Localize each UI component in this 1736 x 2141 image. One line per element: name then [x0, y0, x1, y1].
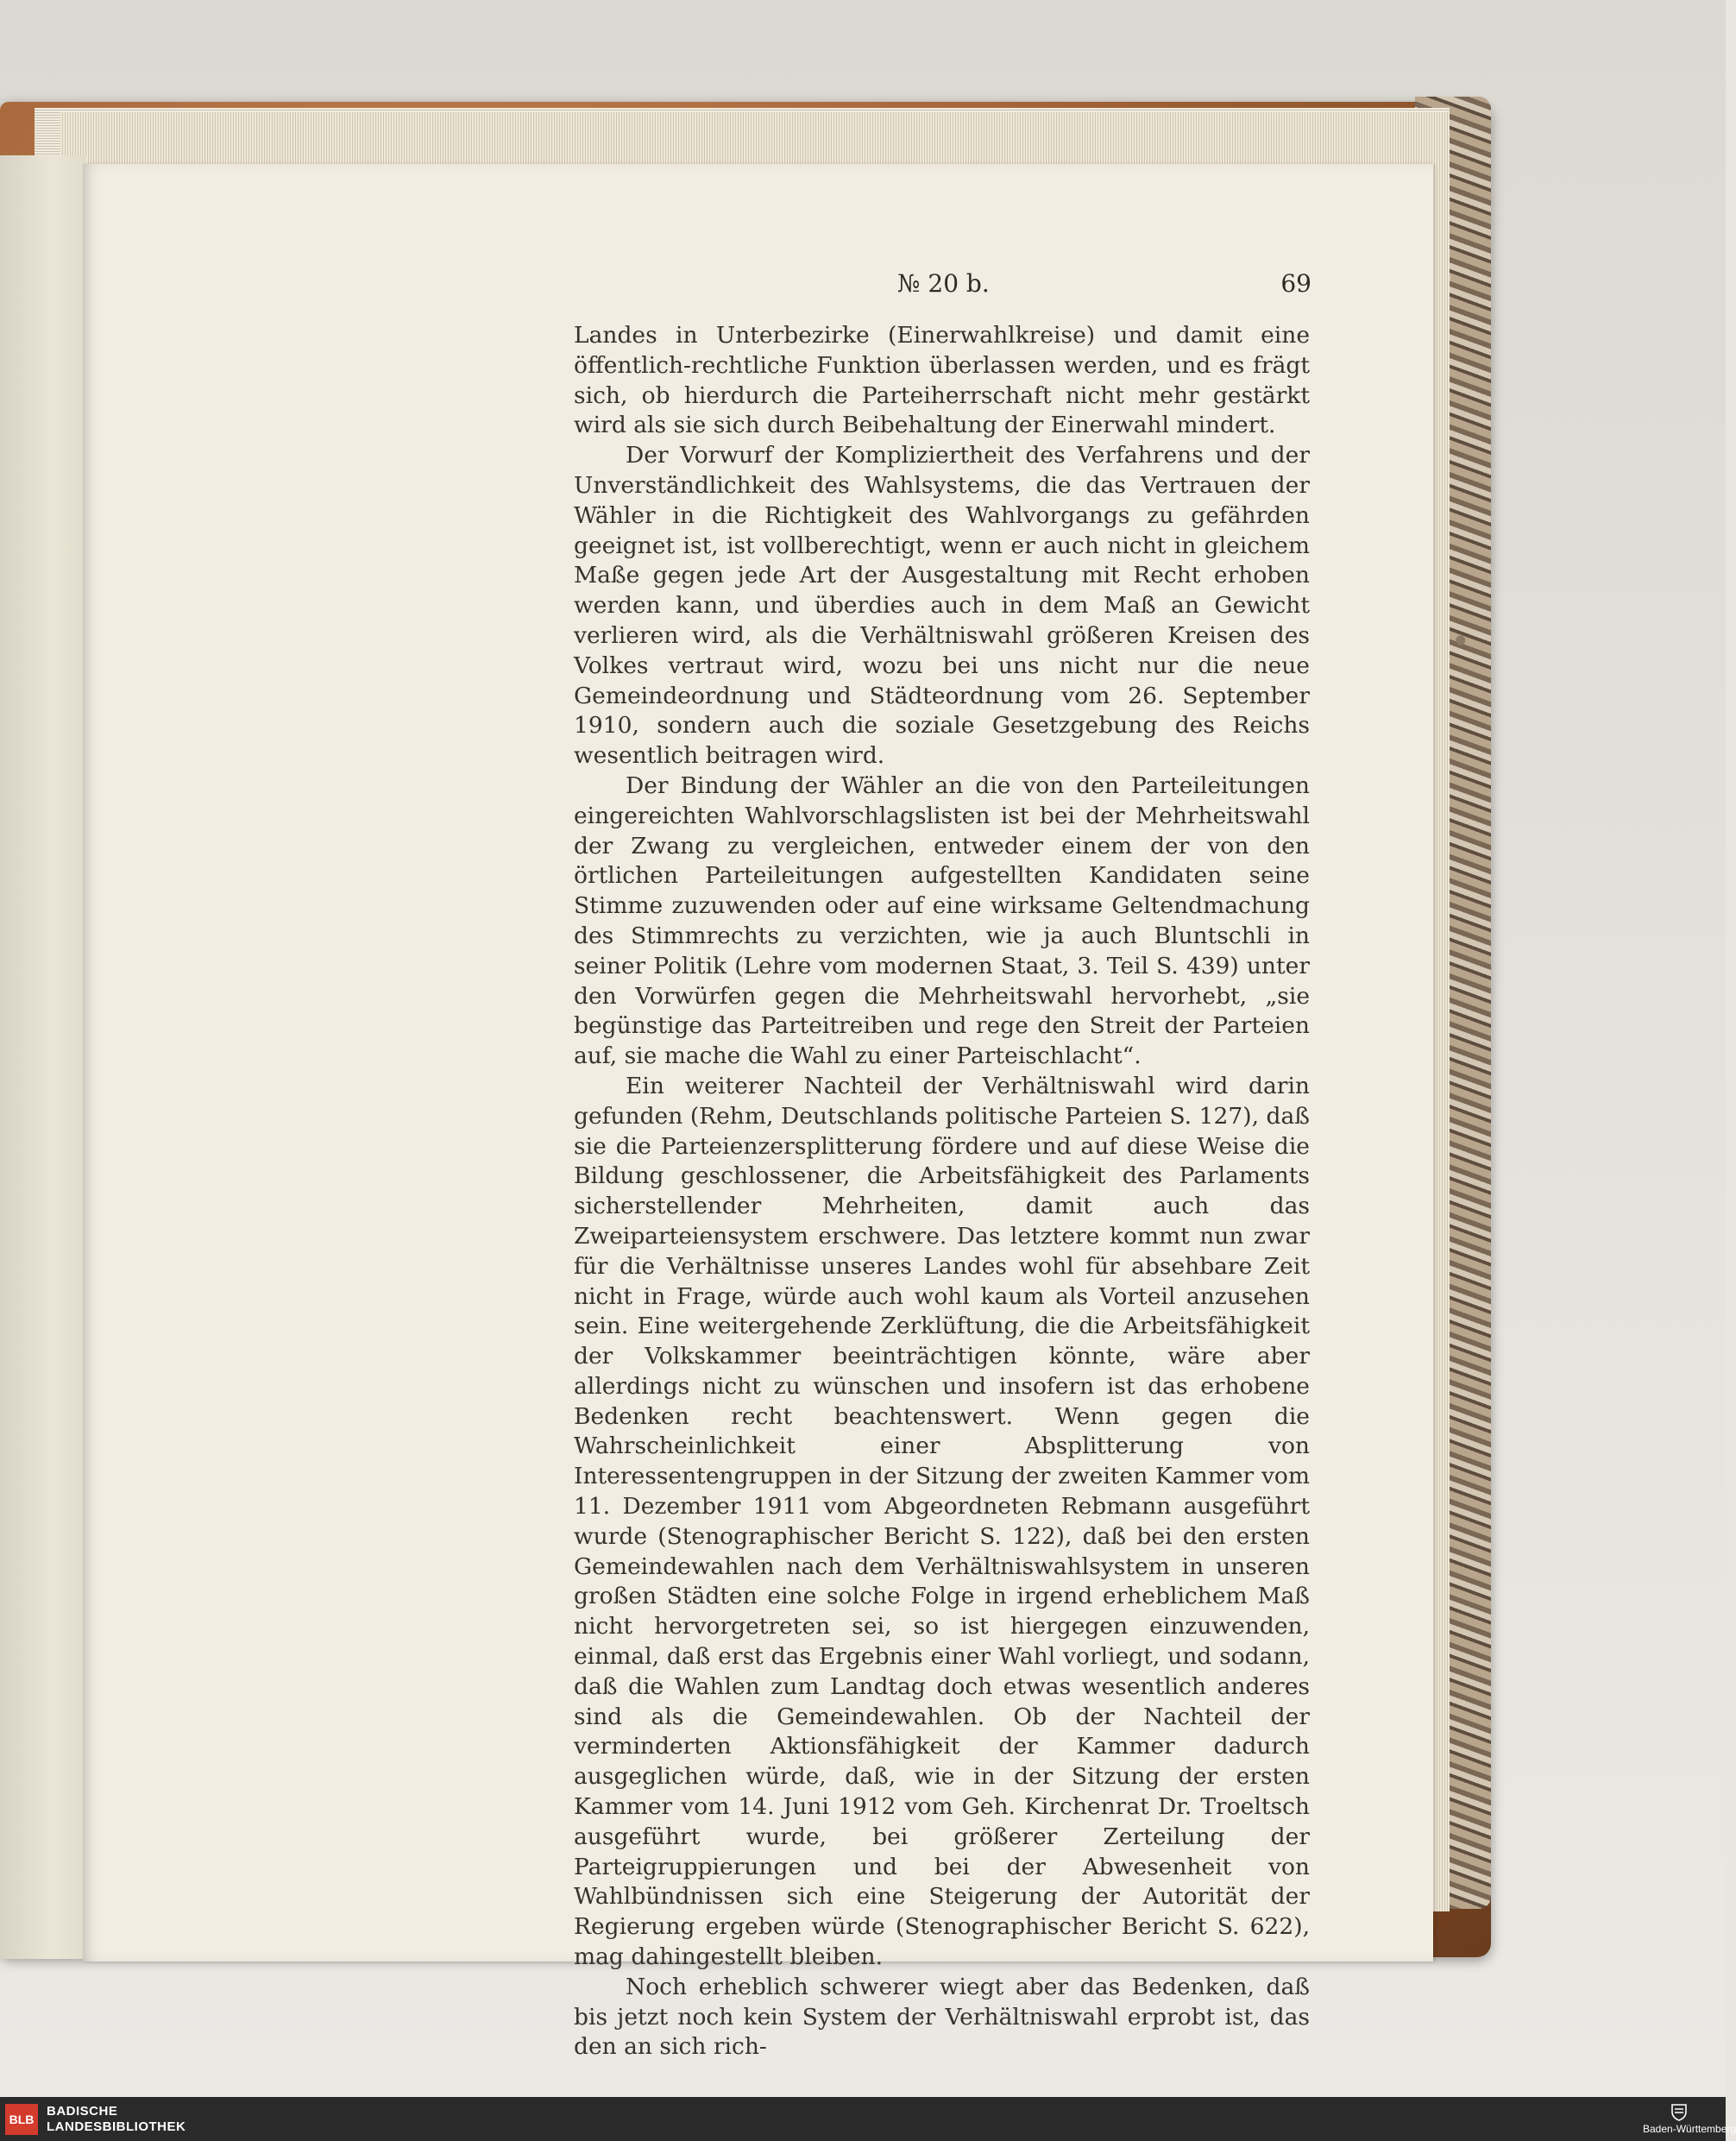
sheet-number: № 20 b.: [897, 269, 990, 298]
paragraph-5: Noch erheblich schwerer wiegt aber das Bedenken, daß bis jetzt noch kein System der Verhältniswahl erprobt ist, das den an sich rich-: [574, 1973, 1310, 2061]
page-header: [897, 269, 1311, 304]
blb-logo[interactable]: BLB: [5, 2104, 38, 2135]
body-text: [574, 321, 1310, 2062]
paragraph-1: Landes in Unterbezirke (Einerwahlkreise) und damit eine öffentlich-rechtliche Funktion überlassen werden, und es frägt sich, ob hierdurch die Parteiherrschaft nicht mehr gestärkt wird als sie sich durch Beibehaltung der Einerwahl mindert.: [574, 322, 1310, 439]
state-label: Baden-Württemberg: [1643, 2123, 1736, 2135]
library-name-line1: BADISCHE: [47, 2104, 118, 2119]
library-name-line2: LANDESBIBLIOTHEK: [47, 2119, 186, 2134]
paragraph-4: Ein weiterer Nachteil der Verhältniswahl wird darin gefunden (Rehm, Deutschlands politische Parteien S. 127), daß sie die Parteienzersplitterung fördere und auf diese Weise die Bildung geschlossener, die Arbeitsfähigkeit des Parlaments sicherstellender Mehrheiten, damit auch das Zweiparteiensystem erschwere. Das letztere kommt nun zwar für die Verhältnisse unseres Landes wohl für absehbare Zeit nicht in Frage, würde auch wohl kaum als Vorteil anzusehen sein. Eine weitergehende Zerklüftung, die die Arbeitsfähigkeit der Volkskammer beeinträchtigen könnte, wäre aber allerdings nicht zu wünschen und insofern ist das erhobene Bedenken recht beachtenswert. Wenn gegen die Wahrscheinlichkeit einer Absplitterung von Interessentengruppen in der Sitzung der zweiten Kammer vom 11. Dezember 1911 vom Abgeordneten Rebmann ausgeführt wurde (Stenographischer Bericht S. 122), daß bei den ersten Gemeindewahlen nach dem Verhältniswahlsystem in unseren großen Städten eine solche Folge in irgend erheblichem Maß nicht hervorgetreten sei, so ist hiergegen einzuwenden, einmal, daß erst das Ergebnis einer Wahl vorliegt, und sodann, daß die Wahlen zum Landtag doch etwas wesentlich anderes sind als die Gemeindewahlen. Ob der Nachteil der verminderten Aktionsfähigkeit der Kammer dadurch ausgeglichen würde, daß, wie in der Sitzung der ersten Kammer vom 14. Juni 1912 vom Geh. Kirchenrat Dr. Troeltsch ausgeführt wurde, bei größerer Zerteilung der Parteigruppierungen und bei der Abwesenheit von Wahlbündnissen sich eine Steigerung der Autorität der Regierung ergeben würde (Stenographischer Bericht S. 622), mag dahingestellt bleiben.: [574, 1072, 1310, 1971]
facing-page-gutter: [0, 155, 86, 1959]
page-number: 69: [1280, 269, 1311, 298]
paragraph-2: Der Vorwurf der Kompliziertheit des Verfahrens und der Unverständlichkeit des Wahlsystems, die das Vertrauen der Wähler in die Richtigkeit des Wahlvorgangs zu gefährden geeignet ist, ist vollberechtigt, wenn er auch nicht in gleichem Maße gegen jede Art der Ausgestaltung mit Recht erhoben werden kann, und überdies auch in dem Maß an Gewicht verlieren wird, als die Verhältniswahl größeren Kreisen des Volkes vertraut wird, wozu bei uns nicht nur die neue Gemeindeordnung und Städteordnung vom 26. September 1910, sondern auch die soziale Gesetzgebung des Reichs wesentlich beitragen wird.: [574, 442, 1310, 770]
viewer-footer: [0, 2097, 1736, 2141]
state-crest-icon: [1670, 2102, 1689, 2121]
library-name[interactable]: [47, 2104, 186, 2135]
paragraph-3: Der Bindung der Wähler an die von den Parteileitungen eingereichten Wahlvorschlagslisten ist bei der Mehrheitswahl der Zwang zu vergleichen, entweder einem der von den örtlichen Parteileitungen aufgestellten Kandidaten seine Stimme zuzuwenden oder auf eine wirksame Geltendmachung des Stimmrechts zu verzichten, wie ja auch Bluntschli in seiner Politik (Lehre vom modernen Staat, 3. Teil S. 439) unter den Vorwürfen gegen die Mehrheitswahl hervorhebt, „sie begünstige das Parteitreiben und rege den Streit der Parteien auf, sie mache die Wahl zu einer Parteischlacht“.: [574, 771, 1310, 1070]
